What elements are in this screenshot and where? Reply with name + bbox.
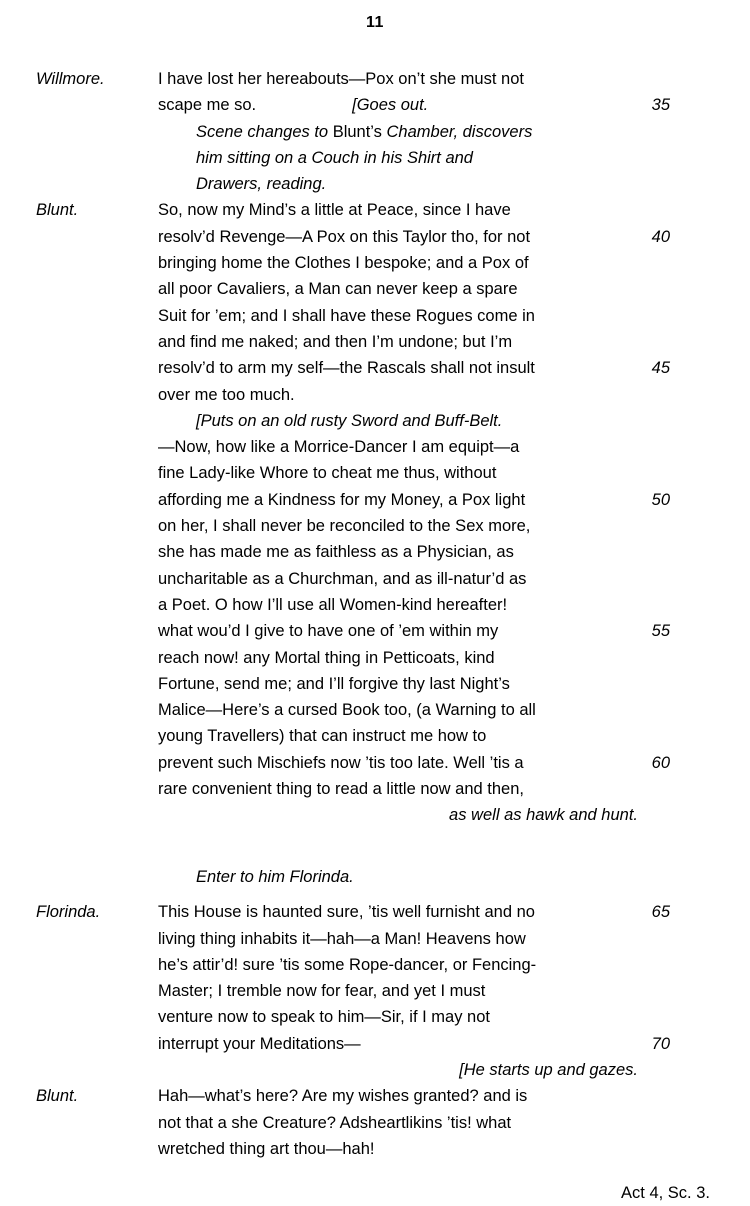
- stage-direction-inline: [Goes out.: [352, 96, 429, 115]
- speech-line: Malice—Here’s a cursed Book too, (a Warning to all: [158, 701, 536, 720]
- stage-direction-inline: [He starts up and gazes.: [459, 1060, 638, 1079]
- speech-line: resolv’d to arm my self—the Rascals shall not insult: [158, 359, 535, 378]
- stage-line: [196, 119, 638, 145]
- speech-line: and find me naked; and then I’m undone; but I’m: [158, 332, 513, 351]
- speech-line: over me too much.: [158, 385, 295, 404]
- line-number: 65: [651, 903, 670, 922]
- speech-line: all poor Cavaliers, a Man can never keep a spare: [158, 280, 518, 299]
- line-number: 70: [651, 1034, 670, 1053]
- speech-block-willmore: [0, 66, 750, 119]
- speech-line-text: rare convenient thing to read a little now and then,: [158, 780, 524, 799]
- speech-line: Suit for ’em; and I shall have these Rogues come in: [158, 306, 535, 325]
- speech-line: [158, 776, 638, 802]
- line-numbers: [638, 864, 678, 890]
- speech-text: [158, 197, 638, 854]
- speech-line: affording me a Kindness for my Money, a Pox light: [158, 490, 526, 509]
- speech-line: living thing inhabits it—hah—a Man! Heavens how: [158, 929, 526, 948]
- line-numbers: [638, 899, 678, 1083]
- speech-line: Hah—what’s here? Are my wishes granted? and is: [158, 1087, 528, 1106]
- speech-line: I have lost her hereabouts—Pox on’t she must not: [158, 70, 524, 88]
- speech-line: interrupt your Meditations—: [158, 1034, 361, 1053]
- line-number: 60: [651, 753, 670, 772]
- speaker-name-empty: [0, 864, 158, 890]
- act-scene-label: Act 4, Sc. 3.: [621, 1184, 710, 1203]
- speech-line: Fortune, send me; and I’ll forgive thy last Night’s: [158, 674, 510, 693]
- line-number: 55: [651, 622, 670, 641]
- stage-direction-inline: as well as hawk and hunt.: [449, 806, 638, 825]
- page-number: 11: [366, 14, 384, 31]
- page-content: [0, 66, 750, 1206]
- speech-line: —Now, how like a Morrice-Dancer I am equipt—a: [158, 438, 520, 457]
- speech-line: young Travellers) that can instruct me how to: [158, 727, 487, 746]
- stage-direction-inline: [524, 780, 560, 798]
- stage-direction: [158, 864, 638, 890]
- speech-line: Master; I tremble now for fear, and yet I must: [158, 982, 486, 1001]
- speech-line: wretched thing art thou—hah!: [158, 1139, 375, 1158]
- speech-line: on her, I shall never be reconciled to the Sex more,: [158, 517, 531, 536]
- speech-line: bringing home the Clothes I bespoke; and a Pox of: [158, 254, 529, 273]
- speech-line: uncharitable as a Churchman, and as ill-natur’d as: [158, 569, 527, 588]
- speech-line: [158, 92, 638, 118]
- speech-line: he’s attir’d! sure ’tis some Rope-dancer, or Fencing-: [158, 955, 537, 974]
- speaker-name: Blunt.: [36, 1087, 79, 1106]
- line-numbers: [638, 66, 678, 119]
- line-number: 35: [651, 96, 670, 115]
- speech-block-blunt-2: [0, 1083, 750, 1162]
- speech-line: a Poet. O how I’ll use all Women-kind hereafter!: [158, 595, 508, 614]
- stage-direction: [158, 119, 638, 198]
- line-number: 50: [651, 490, 670, 509]
- speech-line: fine Lady-like Whore to cheat me thus, without: [158, 464, 497, 483]
- speech-line: she has made me as faithless as a Physician, as: [158, 543, 514, 562]
- stage-line: Enter to him Florinda.: [196, 867, 354, 886]
- stage-line-text: Scene changes to Blunt’s Chamber, discovers: [196, 122, 533, 141]
- line-numbers: [638, 119, 678, 198]
- speech-line-text: scape me so.: [158, 96, 257, 115]
- speech-line: what wou’d I give to have one of ’em within my: [158, 622, 499, 641]
- speech-text: [158, 66, 638, 119]
- block-spacer: [0, 855, 750, 864]
- speech-text: [158, 1083, 638, 1162]
- block-spacer: [0, 890, 750, 899]
- speech-line: venture now to speak to him—Sir, if I may not: [158, 1008, 490, 1027]
- speaker-name: Willmore.: [36, 70, 105, 88]
- speech-block-blunt-1: [0, 197, 750, 854]
- line-numbers: [638, 1083, 678, 1162]
- stage-direction-inline: [Puts on an old rusty Sword and Buff-Belt.: [196, 411, 503, 430]
- speech-line: prevent such Mischiefs now ’tis too late. Well ’tis a: [158, 753, 524, 772]
- stage-line: Drawers, reading.: [196, 175, 327, 194]
- speaker-name-empty: [0, 119, 158, 198]
- speech-line: resolv’d Revenge—A Pox on this Taylor tho, for not: [158, 227, 531, 246]
- speech-block-florinda: [0, 899, 750, 1083]
- line-number: 40: [651, 227, 670, 246]
- line-number: 45: [651, 359, 670, 378]
- speaker-name: Florinda.: [36, 903, 101, 922]
- stage-line: him sitting on a Couch in his Shirt and: [196, 148, 473, 167]
- speaker-name: Blunt.: [36, 201, 79, 220]
- speech-text: [158, 899, 638, 1083]
- speech-line: So, now my Mind’s a little at Peace, since I have: [158, 201, 511, 220]
- stage-block-scene-change: [0, 119, 750, 198]
- stage-block-enter-florinda: [0, 864, 750, 890]
- speech-line: This House is haunted sure, ’tis well furnisht and no: [158, 903, 535, 922]
- speech-line: reach now! any Mortal thing in Petticoats, kind: [158, 648, 495, 667]
- line-numbers: [638, 197, 678, 854]
- speech-line: not that a she Creature? Adsheartlikins ’tis! what: [158, 1113, 512, 1132]
